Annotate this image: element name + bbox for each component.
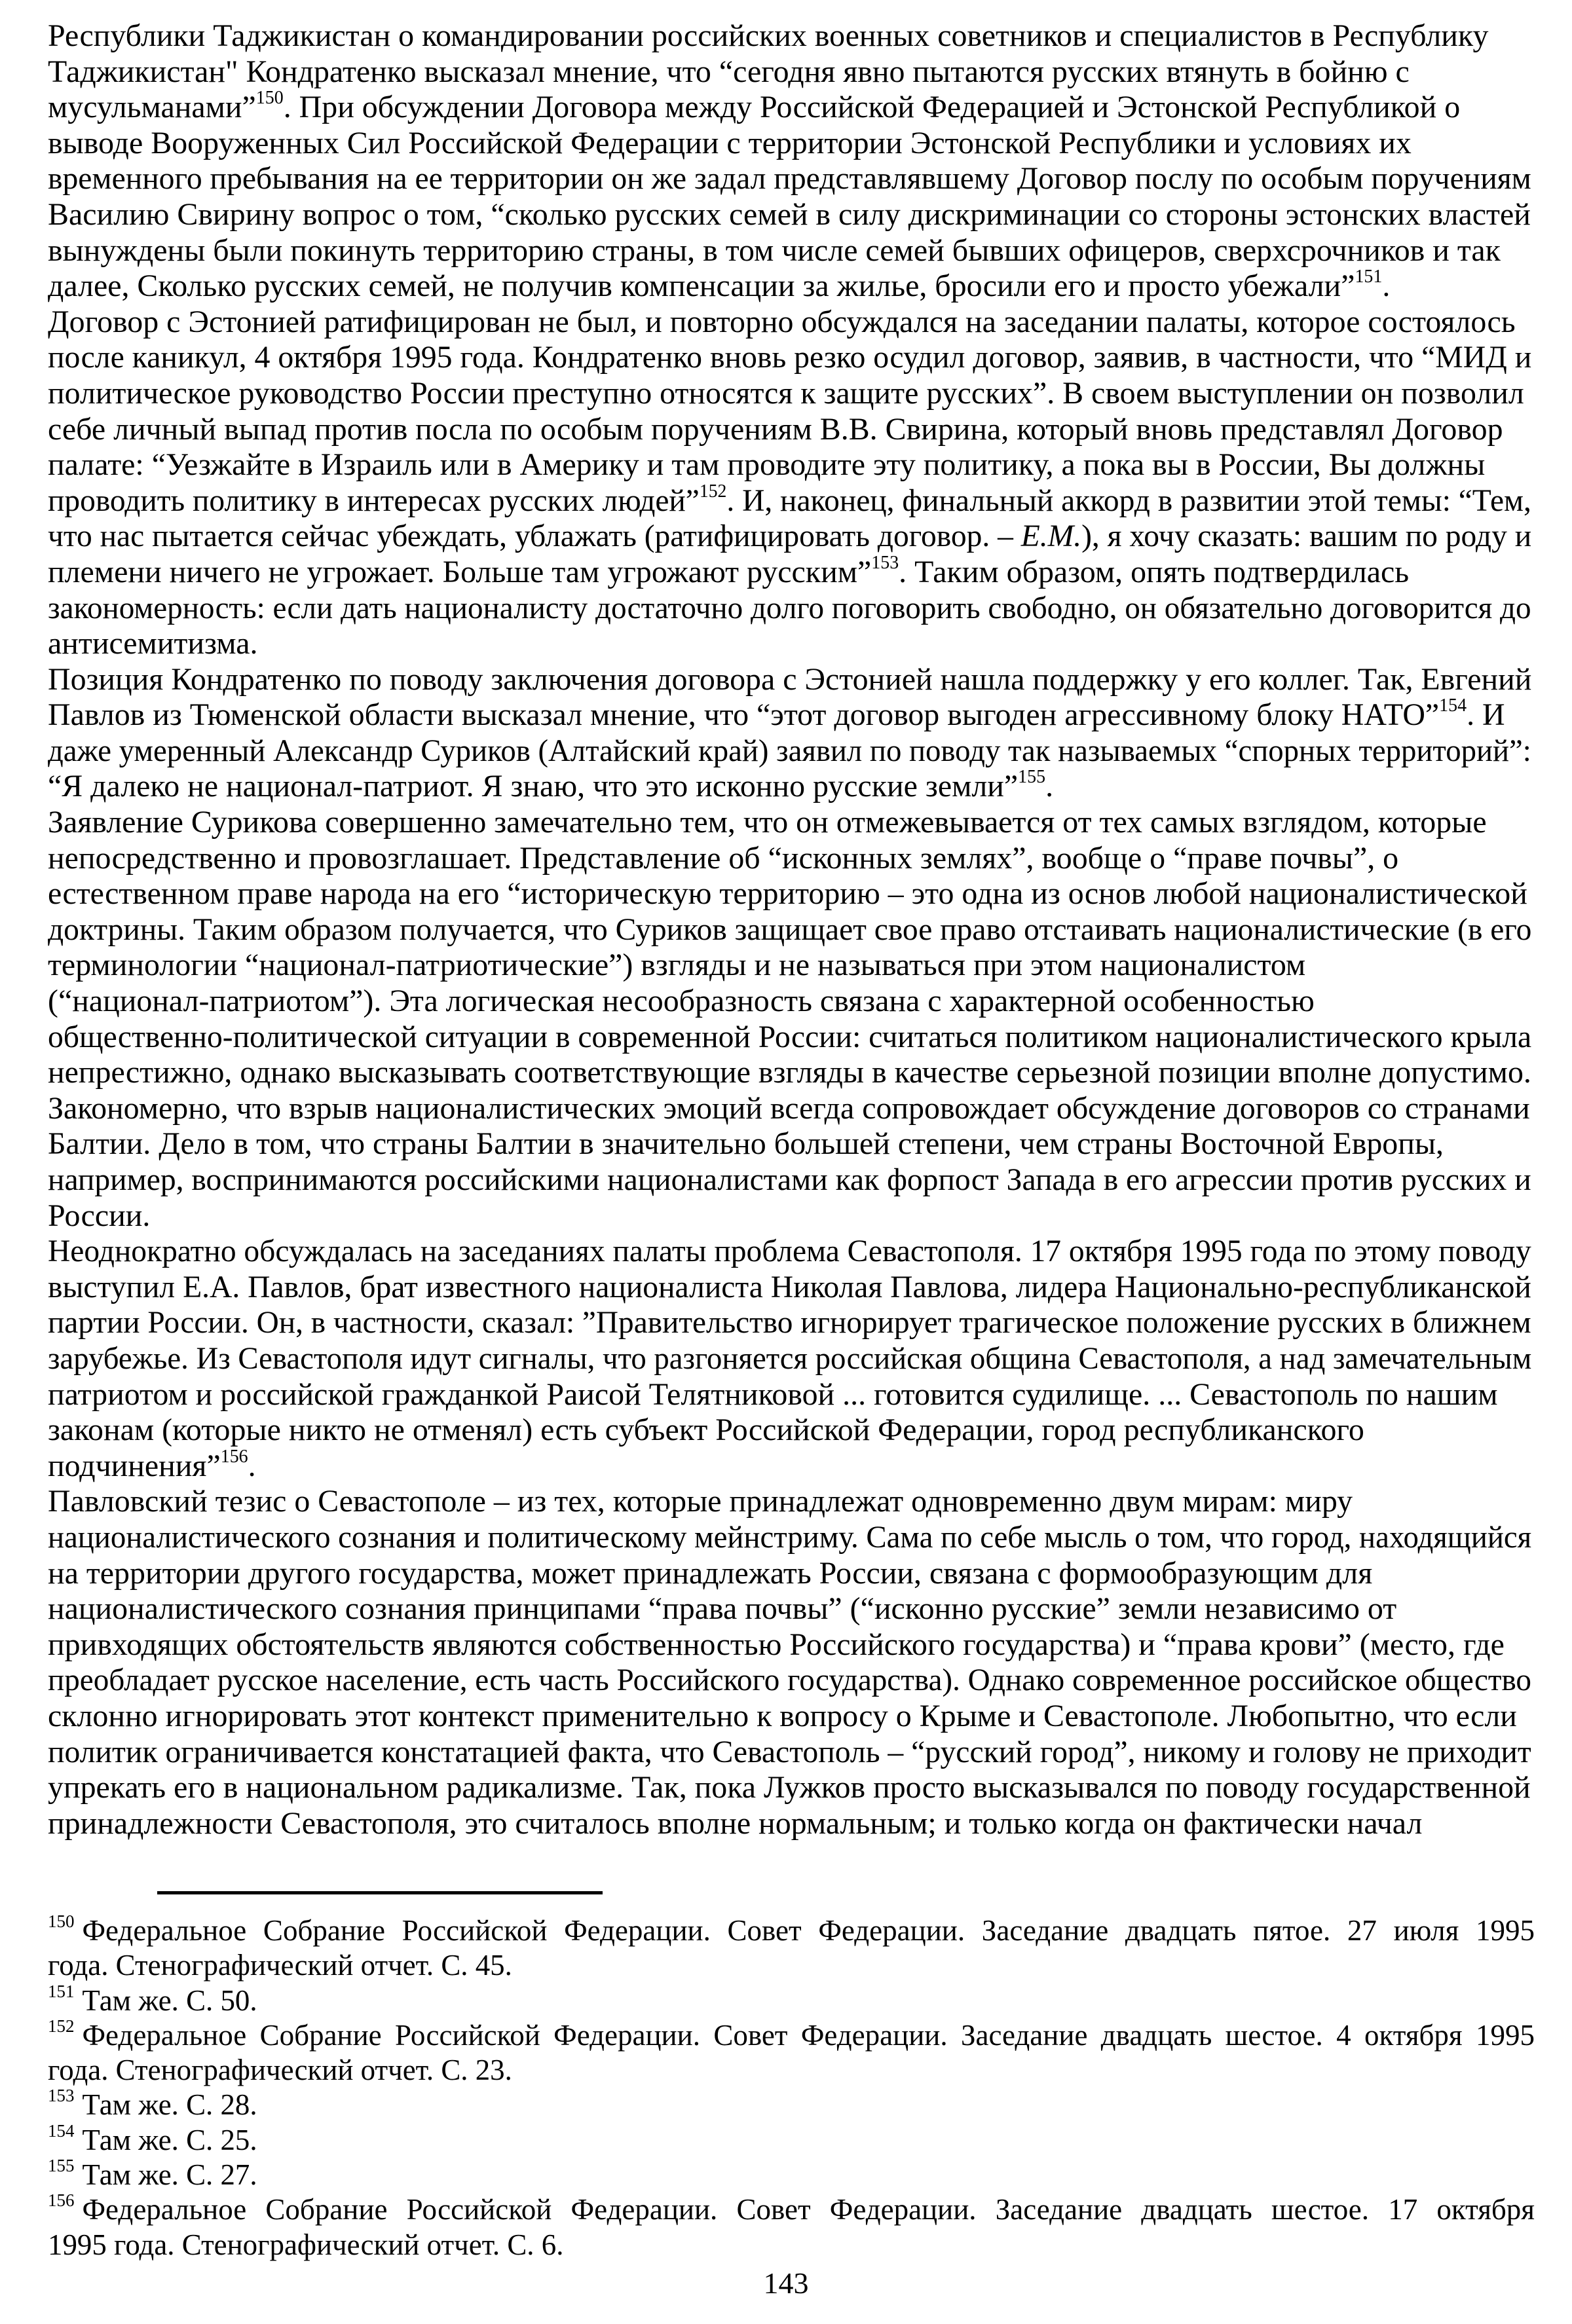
text-line bbox=[48, 1770, 1531, 1806]
text-segment: Договор с Эстонией ратифицирован не был, и повторно обсуждался на заседании палаты, которое состоялось bbox=[48, 304, 1516, 339]
text-line bbox=[48, 1198, 1531, 1234]
text-segment: мусульманами” bbox=[48, 90, 256, 125]
text-segment: упрекать его в национальном радикализме. Так, пока Лужков просто высказывался по поводу государственной bbox=[48, 1770, 1531, 1805]
text-line bbox=[48, 197, 1531, 233]
text-segment: . И, наконец, финальный аккорд в развитии этой темы: “Тем, bbox=[726, 483, 1531, 518]
text-line bbox=[48, 447, 1531, 483]
text-line bbox=[48, 1055, 1531, 1091]
text-segment: националистического сознания и политическому мейнстриму. Сама по себе мысль о том, что город, находящийся bbox=[48, 1519, 1532, 1555]
footnote-ref[interactable]: 150 bbox=[255, 88, 284, 109]
text-segment: политик ограничивается констатацией факта, что Севастополь – “русский город”, никому и голову не приходит bbox=[48, 1734, 1531, 1769]
text-line bbox=[48, 1663, 1531, 1699]
footnote-ref[interactable]: 151 bbox=[1355, 267, 1383, 287]
footnote-text: Там же. С. 25. bbox=[82, 2123, 257, 2156]
italic-text: Е.М. bbox=[1020, 519, 1082, 554]
text-segment: себе личный выпад против посла по особым поручениям В.В. Свирина, который вновь представлял Договор bbox=[48, 411, 1503, 447]
text-segment: закономерность: если дать националисту достаточно долго поговорить свободно, он обязательно договорится до bbox=[48, 590, 1531, 625]
text-line bbox=[48, 1305, 1531, 1341]
text-line bbox=[48, 54, 1531, 90]
footnote-number: 151 bbox=[48, 1981, 75, 2001]
text-line bbox=[48, 552, 1531, 591]
text-line bbox=[48, 1556, 1531, 1592]
text-segment: Неоднократно обсуждалась на заседаниях палаты проблема Севастополя. 17 октября 1995 года по этому поводу bbox=[48, 1234, 1531, 1269]
footnote-line bbox=[48, 2228, 1531, 2262]
text-segment: на территории другого государства, может принадлежать России, связана с формообразующим для bbox=[48, 1555, 1373, 1591]
footnote-text: года. Стенографический отчет. С. 45. bbox=[48, 1949, 512, 1982]
footnote-text: Федеральное Собрание Российской Федерации. Совет Федерации. Заседание двадцать пятое. 27 июля 1995 bbox=[82, 1914, 1535, 1947]
text-segment: Павлов из Тюменской области высказал мнение, что “этот договор выгоден агрессивному блоку НАТО” bbox=[48, 697, 1440, 733]
footnote-line bbox=[48, 2158, 1531, 2192]
text-segment: непосредственно и провозглашает. Представление об “исконных землях”, вообще о “праве почвы”, о bbox=[48, 840, 1399, 876]
text-segment: что нас пытается сейчас убеждать, ублажать (ратифицировать договор. – bbox=[48, 519, 1021, 554]
text-segment: Закономерно, что взрыв националистических эмоций всегда сопровождает обсуждение договоров со странами bbox=[48, 1090, 1530, 1126]
text-segment: временного пребывания на ее территории он же задал представлявшему Договор послу по особым поручениям bbox=[48, 161, 1531, 196]
text-segment: Таджикистан" Кондратенко высказал мнение, что “сегодня явно пытаются русских втянуть в бойню с bbox=[48, 54, 1410, 89]
text-line bbox=[48, 1269, 1531, 1306]
footnotes bbox=[48, 1913, 1535, 2262]
text-line bbox=[48, 662, 1531, 698]
footnote-line bbox=[48, 2192, 1535, 2227]
text-segment: палате: “Уезжайте в Израиль или в Америку и там проводите эту политику, а пока вы в России, Вы должны bbox=[48, 447, 1486, 483]
footnote-line bbox=[48, 2120, 1531, 2158]
text-segment: выводе Вооруженных Сил Российской Федерации с территории Эстонской Республики и условиях их bbox=[48, 125, 1412, 160]
footnote-text: Там же. С. 50. bbox=[82, 1983, 257, 2017]
text-line bbox=[48, 1162, 1531, 1198]
text-line bbox=[48, 1234, 1531, 1270]
text-line bbox=[48, 1377, 1531, 1413]
text-segment: например, воспринимаются российскими националистами как форпост Запада в его агрессии против русских и bbox=[48, 1162, 1531, 1197]
text-segment: склонно игнорировать этот контекст применительно к вопросу о Крыме и Севастополе. Любопытно, что если bbox=[48, 1698, 1517, 1733]
text-segment: после каникул, 4 октября 1995 года. Кондратенко вновь резко осудил договор, заявив, в частности, что “МИД и bbox=[48, 340, 1532, 375]
text-line bbox=[48, 519, 1532, 555]
footnote-text: 1995 года. Стенографический отчет. С. 6. bbox=[48, 2228, 564, 2261]
text-line bbox=[48, 697, 1531, 733]
body-text bbox=[48, 18, 1535, 1841]
text-segment: привходящих обстоятельств являются собственностью Российского государства) и “права крови” (место, где bbox=[48, 1627, 1505, 1662]
text-line bbox=[48, 1484, 1531, 1520]
text-line bbox=[48, 90, 1531, 126]
text-segment: далее, Сколько русских семей, не получив компенсации за жилье, бросили его и просто убежали” bbox=[48, 268, 1355, 304]
text-segment: Республики Таджикистан о командировании российских военных советников и специалистов в Республику bbox=[48, 18, 1489, 53]
footnote-number: 155 bbox=[48, 2156, 75, 2176]
text-segment: ), я хочу сказать: вашим по роду и bbox=[1081, 519, 1532, 554]
text-segment: преобладает русское население, есть часть Российского государства). Однако современное российское общество bbox=[48, 1663, 1531, 1698]
text-line bbox=[48, 1019, 1532, 1056]
text-line bbox=[48, 304, 1531, 341]
text-segment: общественно-политической ситуации в современной России: считаться политиком националистического крыла bbox=[48, 1019, 1532, 1054]
text-line bbox=[48, 126, 1531, 162]
text-line bbox=[48, 948, 1531, 984]
text-segment: законам (которые никто не отменял) есть субъект Российской Федерации, город республиканского bbox=[48, 1412, 1364, 1448]
text-segment: . bbox=[1382, 268, 1391, 304]
text-segment: политическое руководство России преступно относятся к защите русских”. В своем выступлении он позволил bbox=[48, 375, 1524, 411]
footnote-text: года. Стенографический отчет. С. 23. bbox=[48, 2054, 512, 2087]
text-line bbox=[48, 876, 1531, 912]
text-segment: Василию Свирину вопрос о том, “сколько русских семей в силу дискриминации со стороны эстонских властей bbox=[48, 196, 1531, 232]
text-segment: России. bbox=[48, 1198, 151, 1233]
text-segment: естественном праве народа на его “историческую территорию – это одна из основ любой националистической bbox=[48, 876, 1527, 912]
footnote-number: 154 bbox=[48, 2120, 75, 2141]
footnote-line bbox=[48, 1983, 1531, 2018]
text-line bbox=[48, 161, 1531, 197]
text-line bbox=[48, 1519, 1532, 1556]
text-segment: . При обсуждении Договора между Российской Федерацией и Эстонской Республикой о bbox=[283, 90, 1461, 125]
page-number: 143 bbox=[763, 2266, 809, 2300]
text-segment: . bbox=[1045, 769, 1054, 804]
text-segment: Заявление Сурикова совершенно замечательно тем, что он отмежевывается от тех самых взглядом, которые bbox=[48, 805, 1487, 840]
text-segment: доктрины. Таким образом получается, что Суриков защищает свое право отстаивать националистические (в его bbox=[48, 912, 1532, 947]
text-segment: зарубежье. Из Севастополя идут сигналы, что разгоняется российская община Севастополя, а над замечательным bbox=[48, 1340, 1532, 1376]
text-line bbox=[48, 769, 1531, 805]
text-segment: принадлежности Севастополя, это считалось вполне нормальным; и только когда он фактически начал bbox=[48, 1805, 1423, 1841]
footnote-ref[interactable]: 152 bbox=[699, 481, 727, 502]
footnote-text: Федеральное Собрание Российской Федерации. Совет Федерации. Заседание двадцать шестое. 4 октября 1995 bbox=[82, 2018, 1535, 2052]
text-segment: проводить политику в интересах русских людей” bbox=[48, 483, 700, 518]
text-line bbox=[48, 912, 1532, 948]
footnote-number: 150 bbox=[48, 1913, 75, 1931]
footnote-ref[interactable]: 155 bbox=[1018, 767, 1046, 788]
text-line bbox=[48, 340, 1532, 376]
footnote-line bbox=[48, 2018, 1535, 2053]
text-line bbox=[48, 233, 1531, 269]
footnote-text: Федеральное Собрание Российской Федерации. Совет Федерации. Заседание двадцать шестое. 17 октября bbox=[82, 2193, 1535, 2226]
text-line bbox=[48, 412, 1531, 448]
text-line bbox=[48, 1591, 1531, 1627]
footnote-number: 156 bbox=[48, 2192, 75, 2211]
text-line bbox=[48, 805, 1531, 841]
text-line bbox=[48, 1126, 1531, 1162]
text-line bbox=[48, 1412, 1531, 1448]
text-segment: Балтии. Дело в том, что страны Балтии в значительно большей степени, чем страны Восточной Европы, bbox=[48, 1126, 1444, 1162]
text-segment: племени ничего не угрожает. Больше там угрожают русским” bbox=[48, 554, 872, 589]
text-segment: вынуждены были покинуть территорию страны, в том числе семей бывших офицеров, сверхсрочников и так bbox=[48, 232, 1501, 268]
footnote-text: Там же. С. 28. bbox=[82, 2088, 257, 2122]
text-line bbox=[48, 733, 1531, 769]
footnote-ref[interactable]: 153 bbox=[871, 552, 899, 573]
text-segment: . И bbox=[1467, 697, 1505, 733]
text-segment: патриотом и российской гражданкой Раисой Телятниковой ... готовится судилище. ... Севастополь по нашим bbox=[48, 1376, 1498, 1412]
text-line bbox=[48, 18, 1531, 54]
text-line bbox=[48, 1340, 1532, 1377]
text-segment: националистического сознания принципами “права почвы” (“исконно русские” земли независимо от bbox=[48, 1591, 1397, 1627]
text-line bbox=[48, 1734, 1531, 1771]
text-line bbox=[48, 590, 1531, 627]
text-line bbox=[48, 1699, 1531, 1735]
text-line bbox=[48, 626, 1531, 662]
text-segment: антисемитизма. bbox=[48, 626, 258, 661]
text-segment: даже умеренный Александр Суриков (Алтайский край) заявил по поводу так называемых “спорных территорий”: bbox=[48, 733, 1531, 768]
text-segment: . bbox=[248, 1448, 256, 1483]
text-segment: Позиция Кондратенко по поводу заключения договора с Эстонией нашла поддержку у его коллег. Так, Евгений bbox=[48, 661, 1532, 697]
text-line bbox=[48, 1448, 1531, 1485]
footnote-ref[interactable]: 156 bbox=[220, 1446, 248, 1467]
text-segment: . Таким образом, опять подтвердилась bbox=[899, 554, 1410, 589]
footnote-line bbox=[48, 1913, 1535, 1948]
text-segment: выступил Е.А. Павлов, брат известного националиста Николая Павлова, лидера Национально-республиканской bbox=[48, 1269, 1531, 1304]
text-segment: непрестижно, однако высказывать соответствующие взгляды в качестве серьезной позиции вполне допустимо. bbox=[48, 1055, 1531, 1090]
footnote-line bbox=[48, 2088, 1531, 2122]
footnote-text: Там же. С. 27. bbox=[82, 2158, 257, 2192]
text-line bbox=[48, 1091, 1531, 1127]
footnote-number: 152 bbox=[48, 2018, 75, 2036]
text-segment: “Я далеко не национал-патриот. Я знаю, что это исконно русские земли” bbox=[48, 769, 1019, 804]
footnote-separator bbox=[157, 1891, 603, 1894]
footnote-ref[interactable]: 154 bbox=[1439, 695, 1467, 716]
footnote-line bbox=[48, 2053, 1531, 2088]
text-line bbox=[48, 481, 1531, 519]
text-segment: Павловский тезис о Севастополе – из тех, которые принадлежат одновременно двум мирам: миру bbox=[48, 1484, 1353, 1519]
text-segment: партии России. Он, в частности, сказал: ”Правительство игнорирует трагическое положение русских в ближнем bbox=[48, 1305, 1531, 1340]
text-line bbox=[48, 984, 1531, 1020]
footnote-number: 153 bbox=[48, 2086, 75, 2106]
text-line bbox=[48, 376, 1531, 412]
text-segment: (“национал-патриотом”). Эта логическая несообразность связана с характерной особенностью bbox=[48, 984, 1315, 1019]
text-line bbox=[48, 1627, 1531, 1663]
footnote-line bbox=[48, 1948, 1531, 1983]
text-line bbox=[48, 1806, 1531, 1842]
text-line bbox=[48, 841, 1531, 877]
text-segment: подчинения” bbox=[48, 1448, 221, 1483]
text-segment: терминологии “национал-патриотические”) взгляды и не называться при этом националистом bbox=[48, 948, 1306, 983]
text-line bbox=[48, 268, 1531, 304]
